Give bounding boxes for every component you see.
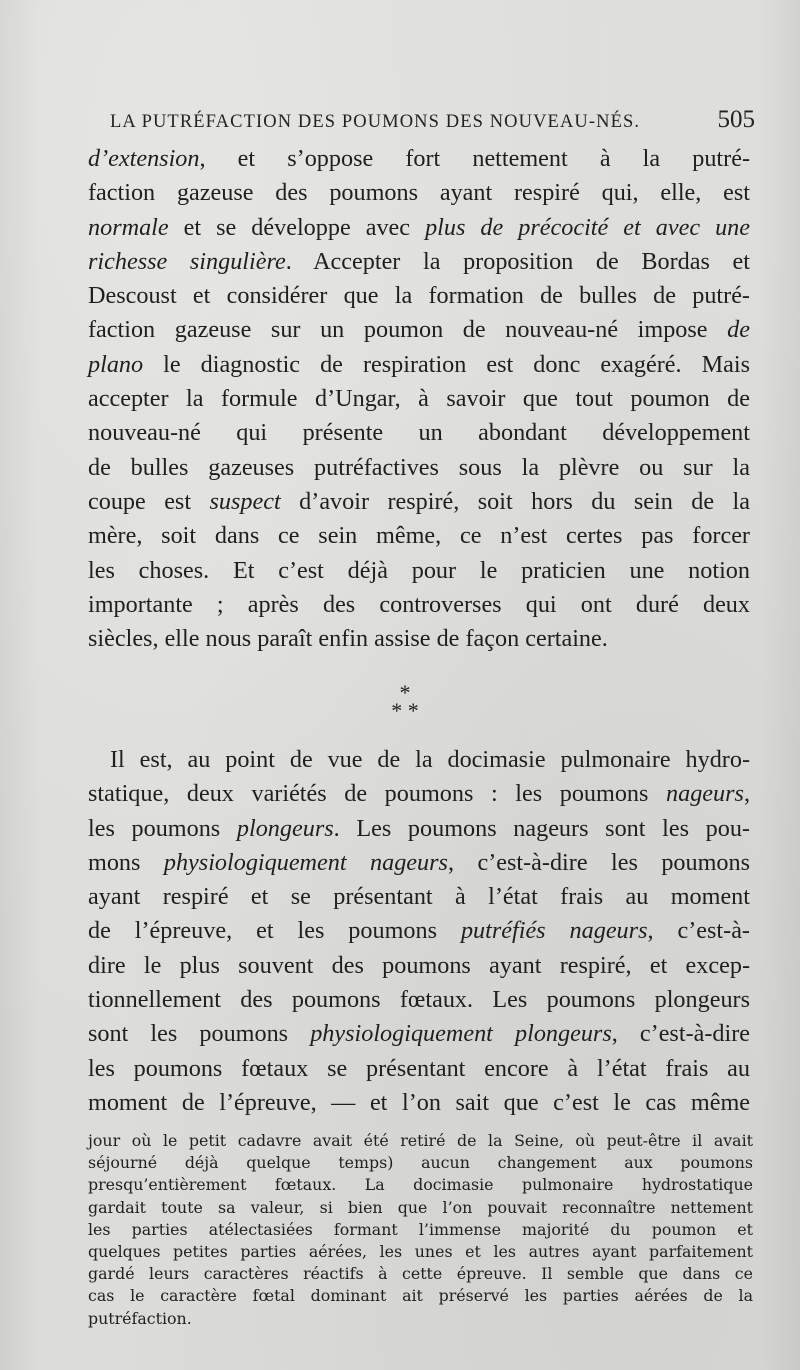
text-line	[88, 1086, 750, 1120]
italic-segment: normale	[88, 213, 169, 241]
text-segment: le diagnostic de respiration est donc exagéré. Mais	[143, 350, 750, 378]
text-line	[88, 519, 750, 553]
text-line	[88, 245, 750, 279]
text-line	[88, 983, 750, 1017]
page-header	[100, 106, 755, 146]
footnote-line: séjourné déjà quelque temps) aucun changement aux poumons	[88, 1153, 753, 1173]
text-segment: , c’est-à-dire	[611, 1020, 751, 1048]
text-segment: et se développe avec	[168, 213, 426, 241]
text-segment: moment de l’épreuve, — et l’on sait que c’est le cas même	[88, 1088, 750, 1116]
italic-segment: richesse singulière	[88, 247, 286, 275]
text-line	[88, 451, 750, 485]
text-line	[88, 1017, 750, 1051]
italic-segment: plano	[88, 350, 144, 378]
footnote-line: gardait toute sa valeur, si bien que l’on pouvait reconnaître nettement	[88, 1197, 753, 1217]
text-segment: dire le plus souvent des poumons ayant respiré, et excep-	[88, 951, 750, 979]
italic-segment: plongeurs	[236, 814, 334, 842]
text-line	[88, 554, 750, 588]
text-line	[88, 880, 750, 914]
text-segment: accepter la formule d’Ungar, à savoir que tout poumon de	[88, 385, 750, 413]
text-line	[88, 588, 750, 622]
text-segment: faction gazeuse des poumons ayant respiré qui, elle, est	[88, 179, 750, 207]
text-segment: d’avoir respiré, soit hors du sein de la	[280, 487, 750, 515]
text-line	[88, 485, 750, 519]
text-segment: de bulles gazeuses putréfactives sous la plèvre ou sur la	[88, 453, 750, 481]
text-line	[88, 777, 750, 811]
text-segment: tionnellement des poumons fœtaux. Les poumons plongeurs	[88, 986, 750, 1014]
text-segment: de l’épreuve, et les poumons	[88, 917, 461, 945]
text-line	[88, 743, 750, 777]
text-segment: mère, soit dans ce sein même, ce n’est certes pas forcer	[88, 522, 750, 550]
footnote-line: quelques petites parties aérées, les unes et les autres ayant parfaitement	[88, 1241, 753, 1261]
italic-segment: de	[727, 316, 750, 344]
text-line	[88, 416, 750, 450]
text-segment: faction gazeuse sur un poumon de nouveau-né impose	[88, 316, 728, 344]
text-line	[88, 382, 750, 416]
text-segment: les poumons fœtaux se présentant encore à l’état frais au	[88, 1054, 750, 1082]
running-title: LA PUTRÉFACTION DES POUMONS DES NOUVEAU-NÉS.	[110, 112, 641, 132]
footnote	[88, 1130, 753, 1330]
italic-segment: d’extension	[88, 145, 200, 172]
text-segment: importante ; après des controverses qui ont duré deux	[88, 590, 750, 618]
text-segment: nouveau-né qui présente un abondant développement	[88, 419, 750, 447]
footnote-line: gardé leurs caractères réactifs à cette épreuve. Il semble que dans ce	[88, 1264, 753, 1284]
text-segment: siècles, elle nous paraît enfin assise de façon certaine.	[88, 625, 608, 653]
text-line	[88, 622, 750, 656]
text-segment: Descoust et considérer que la formation de bulles de putré-	[88, 282, 750, 310]
text-line	[88, 914, 750, 948]
text-line	[88, 313, 750, 347]
footnote-line: putréfaction.	[88, 1308, 192, 1328]
text-segment: , et s’oppose fort nettement à la putré-	[199, 145, 750, 172]
text-segment: . Accepter la proposition de Bordas et	[285, 247, 750, 275]
section-separator	[380, 680, 430, 723]
text-segment: sont les poumons	[88, 1020, 311, 1048]
text-line	[88, 812, 750, 846]
text-segment: , c’est-à-	[647, 917, 750, 945]
footnote-line: cas le caractère fœtal dominant ait préservé les parties aérées de la	[88, 1286, 753, 1306]
text-segment: , c’est-à-dire les poumons	[447, 848, 751, 876]
separator-stars-bottom: * *	[391, 698, 419, 723]
italic-segment: physiologiquement nageurs	[163, 848, 448, 876]
text-line	[88, 846, 750, 880]
footnote-line: presqu’entièrement fœtaux. La docimasie pulmonaire hydrostatique	[88, 1175, 753, 1195]
text-line	[88, 348, 750, 382]
text-line	[88, 279, 750, 313]
text-segment: les poumons	[88, 814, 237, 842]
text-segment: coupe est	[88, 487, 210, 515]
italic-segment: putréfiés nageurs	[460, 917, 648, 945]
text-segment: les choses. Et c’est déjà pour le praticien une notion	[88, 556, 750, 584]
footnote-line: jour où le petit cadavre avait été retiré de la Seine, où peut-être il avait	[88, 1131, 753, 1150]
text-segment: statique, deux variétés de poumons : les poumons	[88, 780, 667, 808]
italic-segment: physiologiquement plongeurs	[310, 1020, 612, 1048]
text-segment: . Les poumons nageurs sont les pou-	[333, 814, 750, 842]
text-line	[88, 1052, 750, 1086]
footnote-line: les parties atélectasiées formant l’immense majorité du poumon et	[88, 1219, 753, 1239]
page-number: 505	[717, 106, 755, 133]
italic-segment: suspect	[209, 487, 281, 515]
italic-segment: plus de précocité et avec une	[425, 213, 750, 241]
text-segment: ,	[743, 780, 750, 808]
text-line	[88, 949, 750, 983]
separator-star-top: *	[399, 680, 411, 705]
text-segment: Il est, au point de vue de la docimasie pulmonaire hydro-	[110, 746, 750, 773]
paragraph-putrefaction-conclusion	[88, 142, 750, 656]
text-segment: mons	[88, 848, 164, 876]
text-segment: ayant respiré et se présentant à l’état frais au moment	[88, 883, 750, 911]
text-line	[88, 211, 750, 245]
text-line	[88, 176, 750, 210]
paragraph-hydrostatic-docimasia	[88, 743, 750, 1120]
italic-segment: nageurs	[666, 780, 744, 808]
text-line	[88, 142, 750, 176]
